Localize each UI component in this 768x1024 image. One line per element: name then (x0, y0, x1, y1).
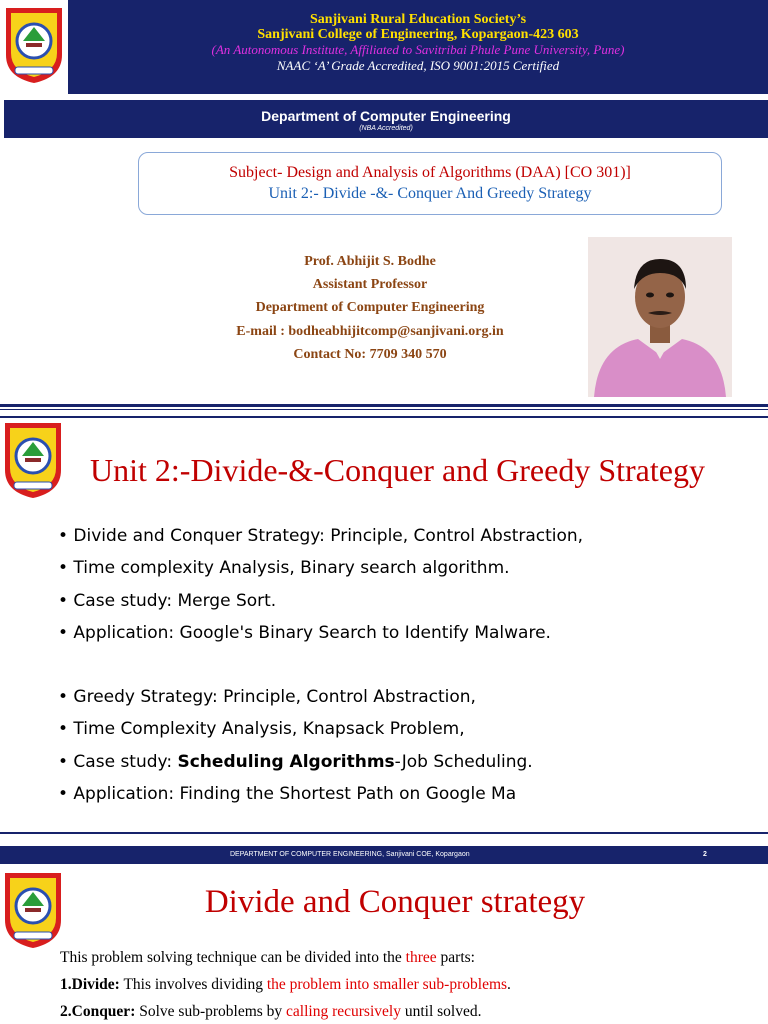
professor-email: E-mail : bodheabhijitcomp@sanjivani.org.in (236, 323, 504, 339)
divide-conquer-topics (58, 520, 583, 649)
professor-photo (588, 237, 732, 397)
intro-text (60, 944, 475, 971)
college-logo-icon (3, 5, 65, 85)
step-text: Solve sub-problems by (135, 1003, 287, 1020)
college-logo-icon (2, 420, 64, 500)
professor-info (160, 250, 580, 366)
professor-contact: Contact No: 7709 340 570 (293, 346, 447, 362)
institute-header (68, 0, 768, 94)
page-number: 2 (703, 851, 707, 858)
list-item: • Time Complexity Analysis, Knapsack Problem, (58, 719, 465, 740)
step-divide (60, 971, 511, 998)
professor-department: Department of Computer Engineering (255, 300, 485, 316)
list-item: • Case study: Merge Sort. (58, 590, 277, 611)
case-study-suffix: -Job Scheduling. (394, 751, 533, 772)
slide-separator (0, 409, 768, 410)
list-item (58, 746, 533, 778)
step-label: 1.Divide: (60, 976, 120, 993)
list-item: • Application: Finding the Shortest Path on Google Ma (58, 783, 517, 804)
case-study-emphasis: Scheduling Algorithms (177, 751, 395, 772)
greedy-topics (58, 681, 533, 810)
accreditation-note: NAAC ‘A’ Grade Accredited, ISO 9001:2015 Certified (276, 58, 560, 73)
slide-title: Unit 2:-Divide-&-Conquer and Greedy Strategy (90, 452, 705, 488)
step-conquer (60, 998, 481, 1024)
intro-part: This problem solving technique can be divided into the (60, 949, 406, 966)
unit-title: Unit 2:- Divide -&- Conquer And Greedy Strategy (268, 185, 592, 202)
college-logo-icon (2, 870, 64, 950)
slide-separator (0, 404, 768, 407)
society-name: Sanjivani Rural Education Society’s (309, 12, 527, 27)
slide-footer (0, 846, 768, 864)
step-highlight: the problem into smaller sub-problems (266, 976, 508, 993)
case-study-prefix: • Case study: (58, 751, 178, 772)
list-item: • Greedy Strategy: Principle, Control Abstraction, (58, 687, 476, 707)
step-label: 2.Conquer: (60, 1003, 136, 1020)
subject-title: Subject- Design and Analysis of Algorithms (DAA) [CO 301)] (229, 164, 631, 181)
department-title: Department of Computer Engineering (261, 108, 511, 124)
list-item: • Time complexity Analysis, Binary search algorithm. (58, 558, 510, 579)
slide-separator (0, 832, 768, 834)
nba-note: (NBA Accredited) (359, 125, 413, 132)
professor-name: Prof. Abhijit S. Bodhe (304, 254, 436, 269)
title-slide (0, 0, 768, 408)
affiliation-note: (An Autonomous Institute, Affiliated to Savitribai Phule Pune University, Pune) (211, 42, 625, 57)
step-text: . (507, 976, 511, 993)
list-item: • Divide and Conquer Strategy: Principle, Control Abstraction, (58, 526, 584, 546)
intro-part: parts: (436, 949, 475, 966)
professor-designation: Assistant Professor (312, 277, 428, 293)
slide-title: Divide and Conquer strategy (204, 884, 586, 920)
college-name: Sanjivani College of Engineering, Kopargaon-423 603 (257, 27, 579, 42)
intro-highlight: three (405, 949, 437, 966)
step-highlight: calling recursively (286, 1003, 401, 1020)
step-text: This involves dividing (119, 976, 267, 993)
footer-text: DEPARTMENT OF COMPUTER ENGINEERING, Sanjivani COE, Kopargaon (230, 851, 470, 858)
slide-top-rule (0, 416, 768, 418)
list-item: • Application: Google's Binary Search to Identify Malware. (58, 622, 551, 643)
subject-box (138, 152, 722, 215)
department-bar (4, 100, 768, 138)
step-text: until solved. (400, 1003, 482, 1020)
